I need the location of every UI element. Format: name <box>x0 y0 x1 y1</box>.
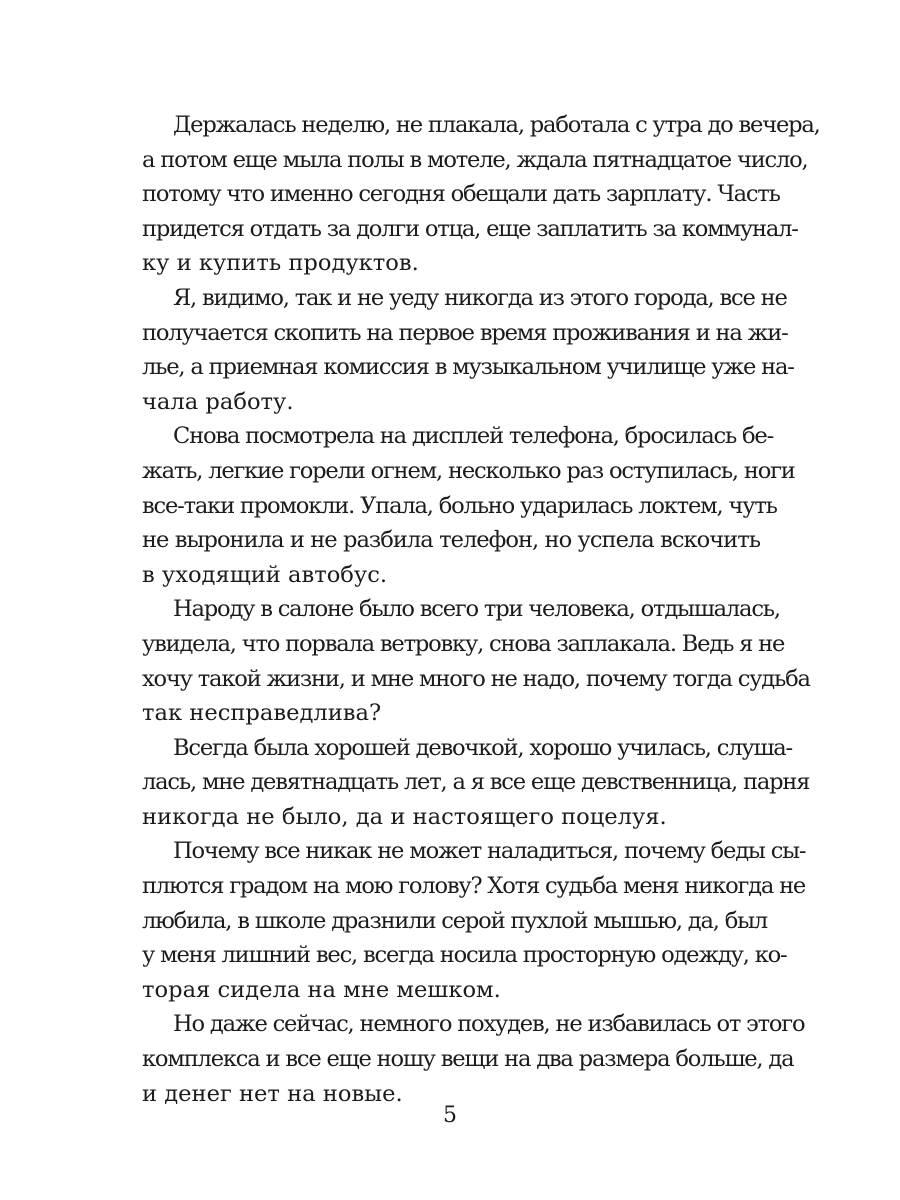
text-line: у меня лишний вес, всегда носила просторную одежду, ко- <box>142 942 787 969</box>
text-line: Я, видимо, так и не уеду никогда из этого города, все не <box>173 284 787 311</box>
text-line: любила, в школе дразнили серой пухлой мышью, да, был <box>142 907 768 934</box>
text-line: и денег нет на новые. <box>142 1080 403 1107</box>
text-line: никогда не было, да и настоящего поцелуя. <box>142 803 667 830</box>
text-line: так несправедлива? <box>142 700 382 727</box>
text-line: в уходящий автобус. <box>142 561 388 588</box>
text-line: Снова посмотрела на дисплей телефона, бросилась бе- <box>173 423 774 450</box>
text-line: получается скопить на первое время проживания и на жи- <box>142 319 788 346</box>
text-line: Народу в салоне было всего три человека, отдышалась, <box>173 596 780 623</box>
text-line: лье, а приемная комиссия в музыкальном училище уже на- <box>142 354 794 381</box>
text-line: плются градом на мою голову? Хотя судьба меня никогда не <box>142 873 806 900</box>
text-line: Всегда была хорошей девочкой, хорошо училась, слуша- <box>173 734 792 761</box>
text-line: комплекса и все еще ношу вещи на два размера больше, да <box>142 1046 794 1073</box>
text-line: все-таки промокли. Упала, больно ударилась локтем, чуть <box>142 492 777 519</box>
text-line: не выронила и не разбила телефон, но успела вскочить <box>142 527 760 554</box>
text-line: а потом еще мыла полы в мотеле, ждала пятнадцатое число, <box>142 146 808 173</box>
text-line: Держалась неделю, не плакала, работала с утра до вечера, <box>173 112 820 138</box>
text-line: увидела, что порвала ветровку, снова заплакала. Ведь я не <box>142 630 785 657</box>
text-line: хочу такой жизни, и мне много не надо, почему тогда судьба <box>142 665 810 692</box>
text-line: лась, мне девятнадцать лет, а я все еще девственница, парня <box>142 769 810 796</box>
text-line: чала работу. <box>142 388 294 415</box>
text-line: торая сидела на мне мешком. <box>142 976 501 1003</box>
body-text <box>142 108 820 1111</box>
page-number: 5 <box>443 1103 457 1128</box>
text-line: потому что именно сегодня обещали дать зарплату. Часть <box>142 181 780 208</box>
text-line: жать, легкие горели огнем, несколько раз оступилась, ноги <box>142 457 795 484</box>
text-line: Но даже сейчас, немного похудев, не избавилась от этого <box>173 1011 805 1038</box>
text-line: Почему все никак не может наладиться, почему беды сы- <box>173 838 806 865</box>
text-line: ку и купить продуктов. <box>142 250 419 277</box>
text-line: придется отдать за долги отца, еще заплатить за коммунал- <box>142 215 798 242</box>
